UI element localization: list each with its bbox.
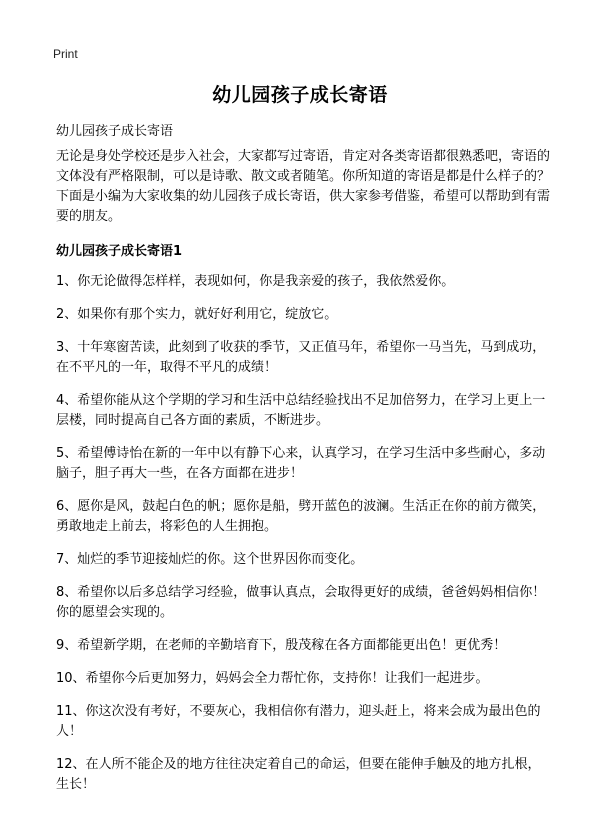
list-item: 12、在人所不能企及的地方往往决定着自己的命运，但要在能伸手触及的地方扎根，生长！ xyxy=(56,757,541,792)
page-subtitle: 幼儿园孩子成长寄语 xyxy=(56,124,174,139)
print-label[interactable]: Print xyxy=(53,47,78,61)
list-item: 6、愿你是风，鼓起白色的帆；愿你是船，劈开蓝色的波澜。生活正在你的前方微笑，勇敢地走上前去，将彩色的人生拥抱。 xyxy=(56,499,546,534)
list-item: 8、希望你以后多总结学习经验，做事认真点，会取得更好的成绩，爸爸妈妈相信你！你的愿望会实现的。 xyxy=(56,585,546,620)
list-item: 5、希望傅诗怡在新的一年中以有静下心来，认真学习，在学习生活中多些耐心，多动脑子，胆子再大一些，在各方面都在进步！ xyxy=(56,446,546,481)
list-item: 10、希望你今后更加努力，妈妈会全力帮忙你，支持你！让我们一起进步。 xyxy=(56,671,489,686)
list-item: 3、十年寒窗苦读，此刻到了收获的季节，又正值马年，希望你一马当先，马到成功，在不平凡的一年，取得不平凡的成绩！ xyxy=(56,340,546,375)
article-body xyxy=(56,147,550,808)
list-item: 7、灿烂的季节迎接灿烂的你。这个世界因你而变化。 xyxy=(56,552,364,567)
list-item: 4、希望你能从这个学期的学习和生活中总结经验找出不足加倍努力，在学习上更上一层楼，同时提高自己各方面的素质，不断进步。 xyxy=(56,393,546,428)
intro-paragraph: 无论是身处学校还是步入社会，大家都写过寄语，肯定对各类寄语都很熟悉吧，寄语的文体没有严格限制，可以是诗歌、散文或者随笔。你所知道的寄语是都是什么样子的？下面是小编为大家收集的幼儿园孩子成长寄语，供大家参考借鉴，希望可以帮助到有需要的朋友。 xyxy=(56,149,551,224)
list-item: 9、希望新学期，在老师的辛勤培育下，殷茂稼在各方面都能更出色！更优秀！ xyxy=(56,638,507,653)
page-title: 幼儿园孩子成长寄语 xyxy=(212,84,388,106)
list-item: 11、你这次没有考好，不要灰心，我相信你有潜力，迎头赶上，将来会成为最出色的人！ xyxy=(56,704,541,739)
section-heading: 幼儿园孩子成长寄语1 xyxy=(56,244,183,259)
list-item: 2、如果你有那个实力，就好好利用它，绽放它。 xyxy=(56,307,338,322)
list-item: 1、你无论做得怎样样，表现如何，你是我亲爱的孩子，我依然爱你。 xyxy=(56,274,455,289)
